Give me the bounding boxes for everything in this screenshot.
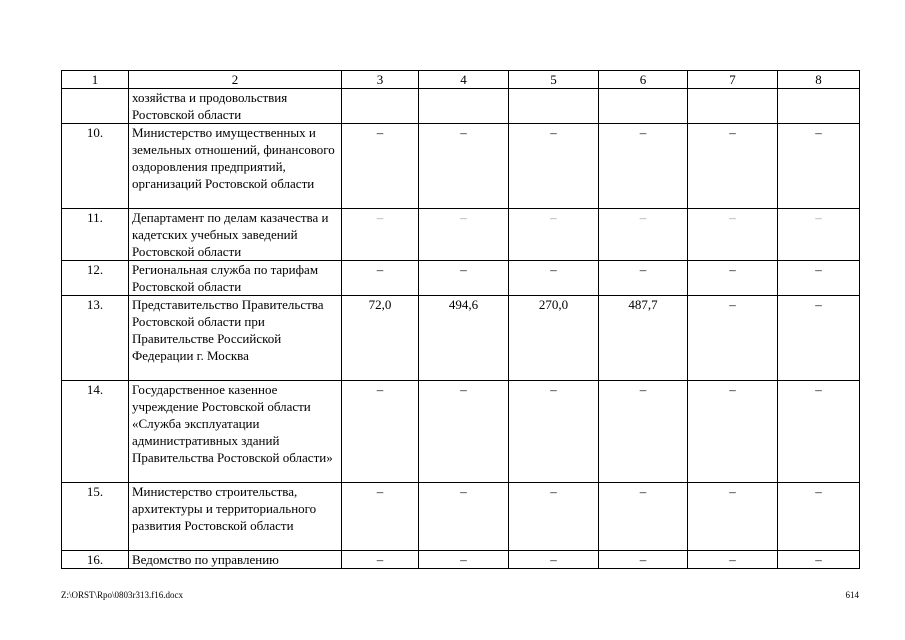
footer-page-number: 614 — [845, 590, 859, 600]
row-number-cell: 13. — [62, 296, 129, 381]
value-cell — [599, 89, 688, 124]
table-row — [62, 89, 860, 124]
organization-name-cell: Ведомство по управлению — [129, 551, 342, 569]
value-cell: – — [778, 261, 860, 296]
value-cell: – — [688, 296, 778, 381]
value-cell: – — [599, 261, 688, 296]
table-row — [62, 124, 860, 209]
row-number-cell: 15. — [62, 483, 129, 551]
table-row — [62, 551, 860, 569]
organization-name-cell: Министерство строительства, архитектуры и территориального развития Ростовской области — [129, 483, 342, 551]
budget-table — [61, 70, 860, 569]
value-cell: – — [509, 483, 599, 551]
value-cell: – — [419, 261, 509, 296]
header-cell: 1 — [62, 71, 129, 89]
value-cell: – — [688, 551, 778, 569]
value-cell: – — [419, 209, 509, 261]
organization-name-cell: Департамент по делам казачества и кадетских учебных заведений Ростовской области — [129, 209, 342, 261]
value-cell: 72,0 — [342, 296, 419, 381]
header-cell: 7 — [688, 71, 778, 89]
value-cell: – — [342, 209, 419, 261]
value-cell: – — [419, 124, 509, 209]
value-cell: – — [688, 483, 778, 551]
header-cell: 3 — [342, 71, 419, 89]
value-cell — [688, 89, 778, 124]
table-row — [62, 209, 860, 261]
value-cell: 487,7 — [599, 296, 688, 381]
value-cell: – — [509, 124, 599, 209]
table-row — [62, 483, 860, 551]
value-cell: – — [778, 551, 860, 569]
value-cell: – — [509, 261, 599, 296]
row-number-cell: 14. — [62, 381, 129, 483]
value-cell: – — [509, 381, 599, 483]
row-number-cell — [62, 89, 129, 124]
header-cell: 2 — [129, 71, 342, 89]
organization-name-cell: Региональная служба по тарифам Ростовской области — [129, 261, 342, 296]
organization-name-cell: Министерство имущественных и земельных отношений, финансового оздоровления предприятий, организаций Ростовской области — [129, 124, 342, 209]
row-number-cell: 16. — [62, 551, 129, 569]
value-cell — [778, 89, 860, 124]
value-cell: – — [599, 551, 688, 569]
header-cell: 6 — [599, 71, 688, 89]
value-cell: – — [599, 483, 688, 551]
organization-name-cell: Государственное казенное учреждение Ростовской области «Служба эксплуатации административных зданий Правительства Ростовской области» — [129, 381, 342, 483]
table-row — [62, 296, 860, 381]
value-cell: – — [688, 261, 778, 296]
table-row — [62, 261, 860, 296]
value-cell: – — [778, 296, 860, 381]
value-cell — [419, 89, 509, 124]
value-cell: – — [778, 483, 860, 551]
value-cell: – — [509, 209, 599, 261]
row-number-cell: 10. — [62, 124, 129, 209]
table-header-row — [62, 71, 860, 89]
header-cell: 5 — [509, 71, 599, 89]
organization-name-cell: хозяйства и продовольствия Ростовской области — [129, 89, 342, 124]
value-cell: – — [419, 551, 509, 569]
value-cell: – — [778, 381, 860, 483]
value-cell: – — [599, 124, 688, 209]
value-cell: – — [342, 551, 419, 569]
value-cell: – — [778, 209, 860, 261]
header-cell: 4 — [419, 71, 509, 89]
value-cell: – — [778, 124, 860, 209]
row-number-cell: 11. — [62, 209, 129, 261]
value-cell: 270,0 — [509, 296, 599, 381]
value-cell: – — [419, 381, 509, 483]
organization-name-cell: Представительство Правительства Ростовской области при Правительстве Российской Федерации г. Москва — [129, 296, 342, 381]
value-cell: – — [342, 381, 419, 483]
header-cell: 8 — [778, 71, 860, 89]
value-cell: – — [599, 209, 688, 261]
value-cell — [342, 89, 419, 124]
value-cell: – — [599, 381, 688, 483]
footer-file-path: Z:\ORST\Rpo\0803r313.f16.docx — [61, 590, 183, 600]
value-cell: – — [342, 124, 419, 209]
row-number-cell: 12. — [62, 261, 129, 296]
value-cell: – — [688, 124, 778, 209]
value-cell: – — [688, 209, 778, 261]
value-cell: 494,6 — [419, 296, 509, 381]
value-cell: – — [419, 483, 509, 551]
table-row — [62, 381, 860, 483]
value-cell: – — [342, 483, 419, 551]
value-cell: – — [688, 381, 778, 483]
value-cell — [509, 89, 599, 124]
value-cell: – — [509, 551, 599, 569]
value-cell: – — [342, 261, 419, 296]
